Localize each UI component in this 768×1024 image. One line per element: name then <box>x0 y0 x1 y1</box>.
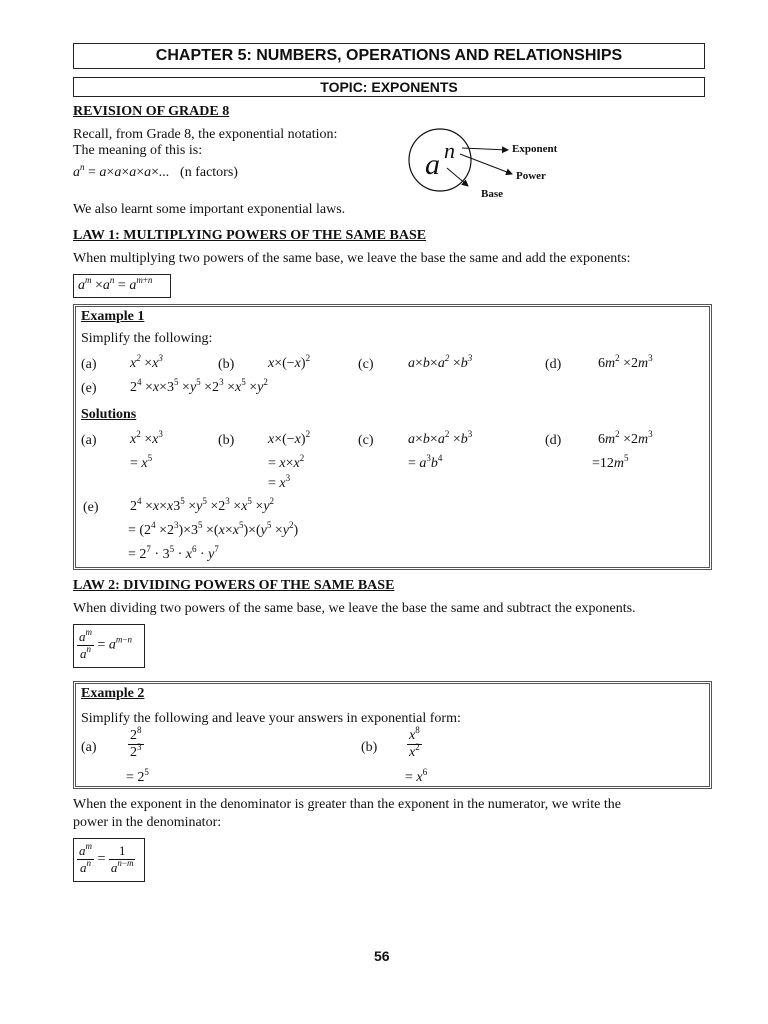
ex2-a-fraction: $\frac{2^8}{2^3}$ <box>130 725 142 760</box>
diagram-base-letter: a <box>425 148 440 181</box>
laws-text: We also learnt some important exponential laws. <box>73 202 346 217</box>
topic-title-box <box>73 77 705 97</box>
chapter-title-box <box>73 43 705 69</box>
meaning-formula: $a^n = a\times a\times a\times a\times$... (n factors) <box>73 162 238 180</box>
s-c-label: (c) <box>358 433 374 448</box>
law2-formula: $\frac{a^m}{a^n}$ = $a^{m-n}$ <box>79 627 132 661</box>
q-c-expr: $a\times b\times a^2 \times b^3$ <box>408 353 473 371</box>
topic-title: TOPIC: EXPONENTS <box>320 79 458 95</box>
s-b-line2: = $x\times x^2$ <box>268 453 305 471</box>
example2-title: Example 2 <box>81 686 145 701</box>
law2b-formula-box <box>73 838 145 882</box>
example1-title: Example 1 <box>81 309 145 324</box>
example2-instruction: Simplify the following and leave your answers in exponential form: <box>81 711 461 726</box>
power-label: Power <box>516 170 546 182</box>
revision-heading: REVISION OF GRADE 8 <box>73 104 230 119</box>
example1-instruction: Simplify the following: <box>81 331 213 346</box>
s-a-line2: = $x^5$ <box>130 453 153 471</box>
s-e-line2: = $(2^4 \times 2^3)\times 3^5 \times(x\times x^5)\times(y^5 \times y^2)$ <box>128 520 299 538</box>
q-d-label: (d) <box>545 357 562 372</box>
base-label: Base <box>481 188 503 200</box>
law2b-formula: $\frac{a^m}{a^n}$ = $\frac{1}{a^{n-m}}$ <box>79 841 134 875</box>
law2-formula-box <box>73 624 145 668</box>
s-e-line3: = $2^7 \cdot 3^5 \cdot x^6 \cdot y^7$ <box>128 544 219 562</box>
s-c-line1: $a\times b\times a^2 \times b^3$ <box>408 429 473 447</box>
q-d-expr: $6m^2 \times 2m^3$ <box>598 353 653 371</box>
s-c-line2: = $a^3b^4$ <box>408 453 443 471</box>
law1-description: When multiplying two powers of the same base, we leave the base the same and add the exponents: <box>73 251 631 266</box>
ex2-b-fraction: $\frac{x^8}{x^2}$ <box>409 725 420 760</box>
law1-formula-box <box>73 274 171 298</box>
q-e-expr: $2^4 \times x\times 3^5 \times y^5 \times 2^3 \times x^5 \times y^2$ <box>130 377 268 395</box>
s-e-label: (e) <box>83 500 99 515</box>
law2-description: When dividing two powers of the same base, we leave the base the same and subtract the exponents. <box>73 601 636 616</box>
ex2-a-label: (a) <box>81 740 97 755</box>
base-arrow <box>447 168 468 186</box>
chapter-title: CHAPTER 5: NUMBERS, OPERATIONS AND RELATIONSHIPS <box>155 47 623 64</box>
ex2-b-answer: = $x^6$ <box>405 767 428 785</box>
q-b-expr: $x\times(-x)^2$ <box>268 353 311 371</box>
denominator-text-line1: When the exponent in the denominator is greater than the exponent in the numerator, we write the <box>73 797 621 812</box>
s-b-line1: $x\times(-x)^2$ <box>268 429 311 447</box>
s-e-line1: $2^4 \times x\times x3^5 \times y^5 \times 2^3 \times x^5 \times y^2$ <box>130 496 275 514</box>
law2-heading: LAW 2: DIVIDING POWERS OF THE SAME BASE <box>73 578 395 593</box>
q-b-label: (b) <box>218 357 235 372</box>
s-a-label: (a) <box>81 433 97 448</box>
example1-box <box>73 304 712 570</box>
meaning-factors: (n factors) <box>180 165 238 180</box>
s-d-line2: $=12m^5$ <box>592 453 629 471</box>
meaning-text: The meaning of this is: <box>73 143 203 158</box>
ex2-b-label: (b) <box>361 740 378 755</box>
s-a-line1: $x^2 \times x^3$ <box>130 429 163 447</box>
ex2-a-answer: = $2^5$ <box>126 767 149 785</box>
q-e-label: (e) <box>81 381 97 396</box>
q-a-label: (a) <box>81 357 97 372</box>
power-arrow <box>460 154 512 174</box>
s-b-line3: = $x^3$ <box>268 473 291 491</box>
recall-text: Recall, from Grade 8, the exponential notation: <box>73 127 338 142</box>
s-d-label: (d) <box>545 433 562 448</box>
q-a-expr: $x^2 \times x^3$ <box>130 353 163 371</box>
s-b-label: (b) <box>218 433 235 448</box>
law1-formula: $a^m \times a^n = a^{m+n}$ <box>78 275 153 293</box>
denominator-text-line2: power in the denominator: <box>73 815 222 830</box>
q-c-label: (c) <box>358 357 374 372</box>
diagram-exponent-letter: n <box>444 138 455 163</box>
diagram-circle <box>409 129 471 191</box>
law1-heading: LAW 1: MULTIPLYING POWERS OF THE SAME BASE <box>73 228 427 243</box>
example2-box <box>73 681 712 789</box>
page-number: 56 <box>374 948 390 964</box>
exponent-label: Exponent <box>512 143 558 155</box>
solutions-label: Solutions <box>81 407 137 422</box>
s-d-line1: $6m^2 \times 2m^3$ <box>598 429 653 447</box>
